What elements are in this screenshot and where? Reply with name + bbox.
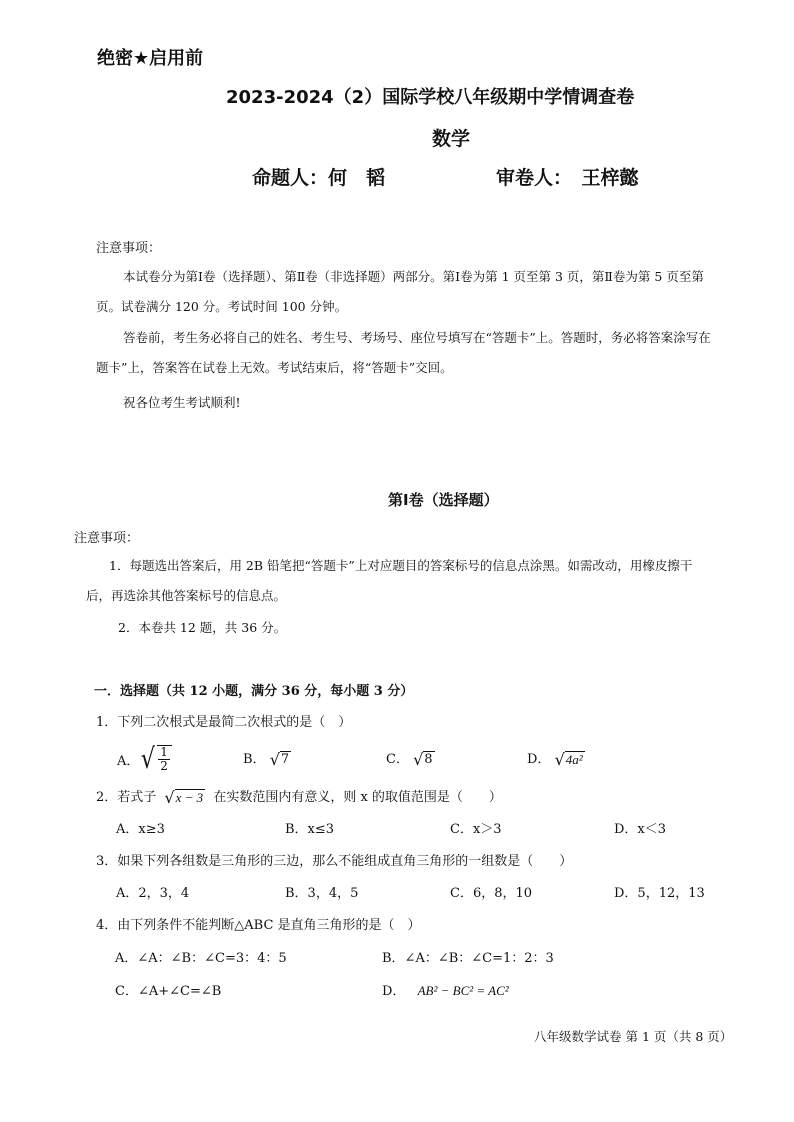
question-3-option-d: D．5，12，13: [614, 886, 705, 901]
question-3-stem: 3．如果下列各组数是三角形的三边，那么不能组成直角三角形的一组数是（ ）: [96, 854, 573, 869]
question-2-option-a: A．x≥3: [116, 822, 165, 837]
question-3-option-a: A．2，3，4: [116, 886, 190, 901]
good-luck-text: 祝各位考生考试顺利!: [123, 395, 241, 410]
question-2-option-b: B．x≤3: [285, 822, 335, 837]
question-1-option-b: B． √ 7: [243, 749, 290, 769]
section-1-notice-title: 注意事项：: [74, 531, 140, 546]
section-1-note-1-line-2: 后，再选涂其他答案标号的信息点。: [86, 588, 287, 603]
question-2-option-d: D．x＜3: [614, 822, 667, 837]
question-4-option-c: C．∠A+∠C=∠B: [115, 984, 222, 999]
reviewer-label: 审卷人： 王梓懿: [496, 167, 639, 189]
question-3-option-b: B．3，4，5: [285, 886, 359, 901]
section-1-title: 第Ⅰ卷（选择题）: [388, 491, 499, 509]
question-4-option-a: A．∠A：∠B：∠C=3：4：5: [115, 951, 287, 966]
part-1-heading: 一．选择题（共 12 小题，满分 36 分，每小题 3 分）: [94, 684, 414, 699]
sqrt-icon: √: [164, 787, 175, 807]
secret-mark: 绝密★启用前: [97, 48, 204, 69]
question-4-option-d: D． AB² − BC² = AC²: [382, 983, 509, 999]
sqrt-icon: √: [413, 749, 424, 769]
fraction: $\frac{1}{2}$: [160, 744, 168, 773]
subject-title: 数学: [432, 128, 471, 150]
question-1-option-c: C． √ 8: [386, 749, 433, 769]
question-3-option-c: C．6，8，10: [450, 886, 533, 901]
notice-paragraph-2-line-1: 答卷前，考生务必将自己的姓名、考生号、考场号、座位号填写在“答题卡”上。答题时，务必将答案涂写在: [123, 330, 711, 345]
notice-title: 注意事项：: [96, 241, 162, 256]
sqrt-icon: √: [554, 749, 565, 769]
section-1-note-2: 2．本卷共 12 题，共 36 分。: [118, 620, 287, 635]
notice-paragraph-2-line-2: 题卡”上，答案答在试卷上无效。考试结束后，将“答题卡”交回。: [96, 360, 453, 375]
exam-title: 2023-2024（2）国际学校八年级期中学情调查卷: [226, 87, 635, 108]
option-label: A．: [117, 753, 140, 769]
sqrt-icon: √: [269, 749, 280, 769]
question-1-option-a: [117, 741, 172, 777]
question-1-option-d: D． √ 4a²: [527, 749, 583, 769]
notice-paragraph-1-line-2: 页。试卷满分 120 分。考试时间 100 分钟。: [96, 299, 348, 314]
question-2-stem: 2．若式子 √ x − 3 在实数范围内有意义，则 x 的取值范围是（ ）: [96, 787, 502, 807]
question-1-stem: 1．下列二次根式是最简二次根式的是（ ）: [96, 715, 352, 730]
setter-label: 命题人：何 韬: [252, 167, 386, 189]
question-4-stem: 4．由下列条件不能判断△ABC 是直角三角形的是（ ）: [96, 918, 421, 933]
page-footer: 八年级数学试卷 第 1 页（共 8 页）: [534, 1029, 733, 1044]
section-1-note-1-line-1: 1．每题选出答案后，用 2B 铅笔把“答题卡”上对应题目的答案标号的信息点涂黑。如需改动，用橡皮擦干: [109, 558, 693, 573]
question-4-option-b: B．∠A：∠B：∠C=1：2：3: [382, 951, 554, 966]
sqrt-icon: √: [141, 742, 156, 776]
question-2-option-c: C．x＞3: [450, 822, 502, 837]
radical-symbol: [139, 742, 171, 776]
notice-paragraph-1-line-1: 本试卷分为第Ⅰ卷（选择题）、第Ⅱ卷（非选择题）两部分。第Ⅰ卷为第 1 页至第 3 页，第Ⅱ卷为第 5 页至第: [123, 269, 704, 284]
